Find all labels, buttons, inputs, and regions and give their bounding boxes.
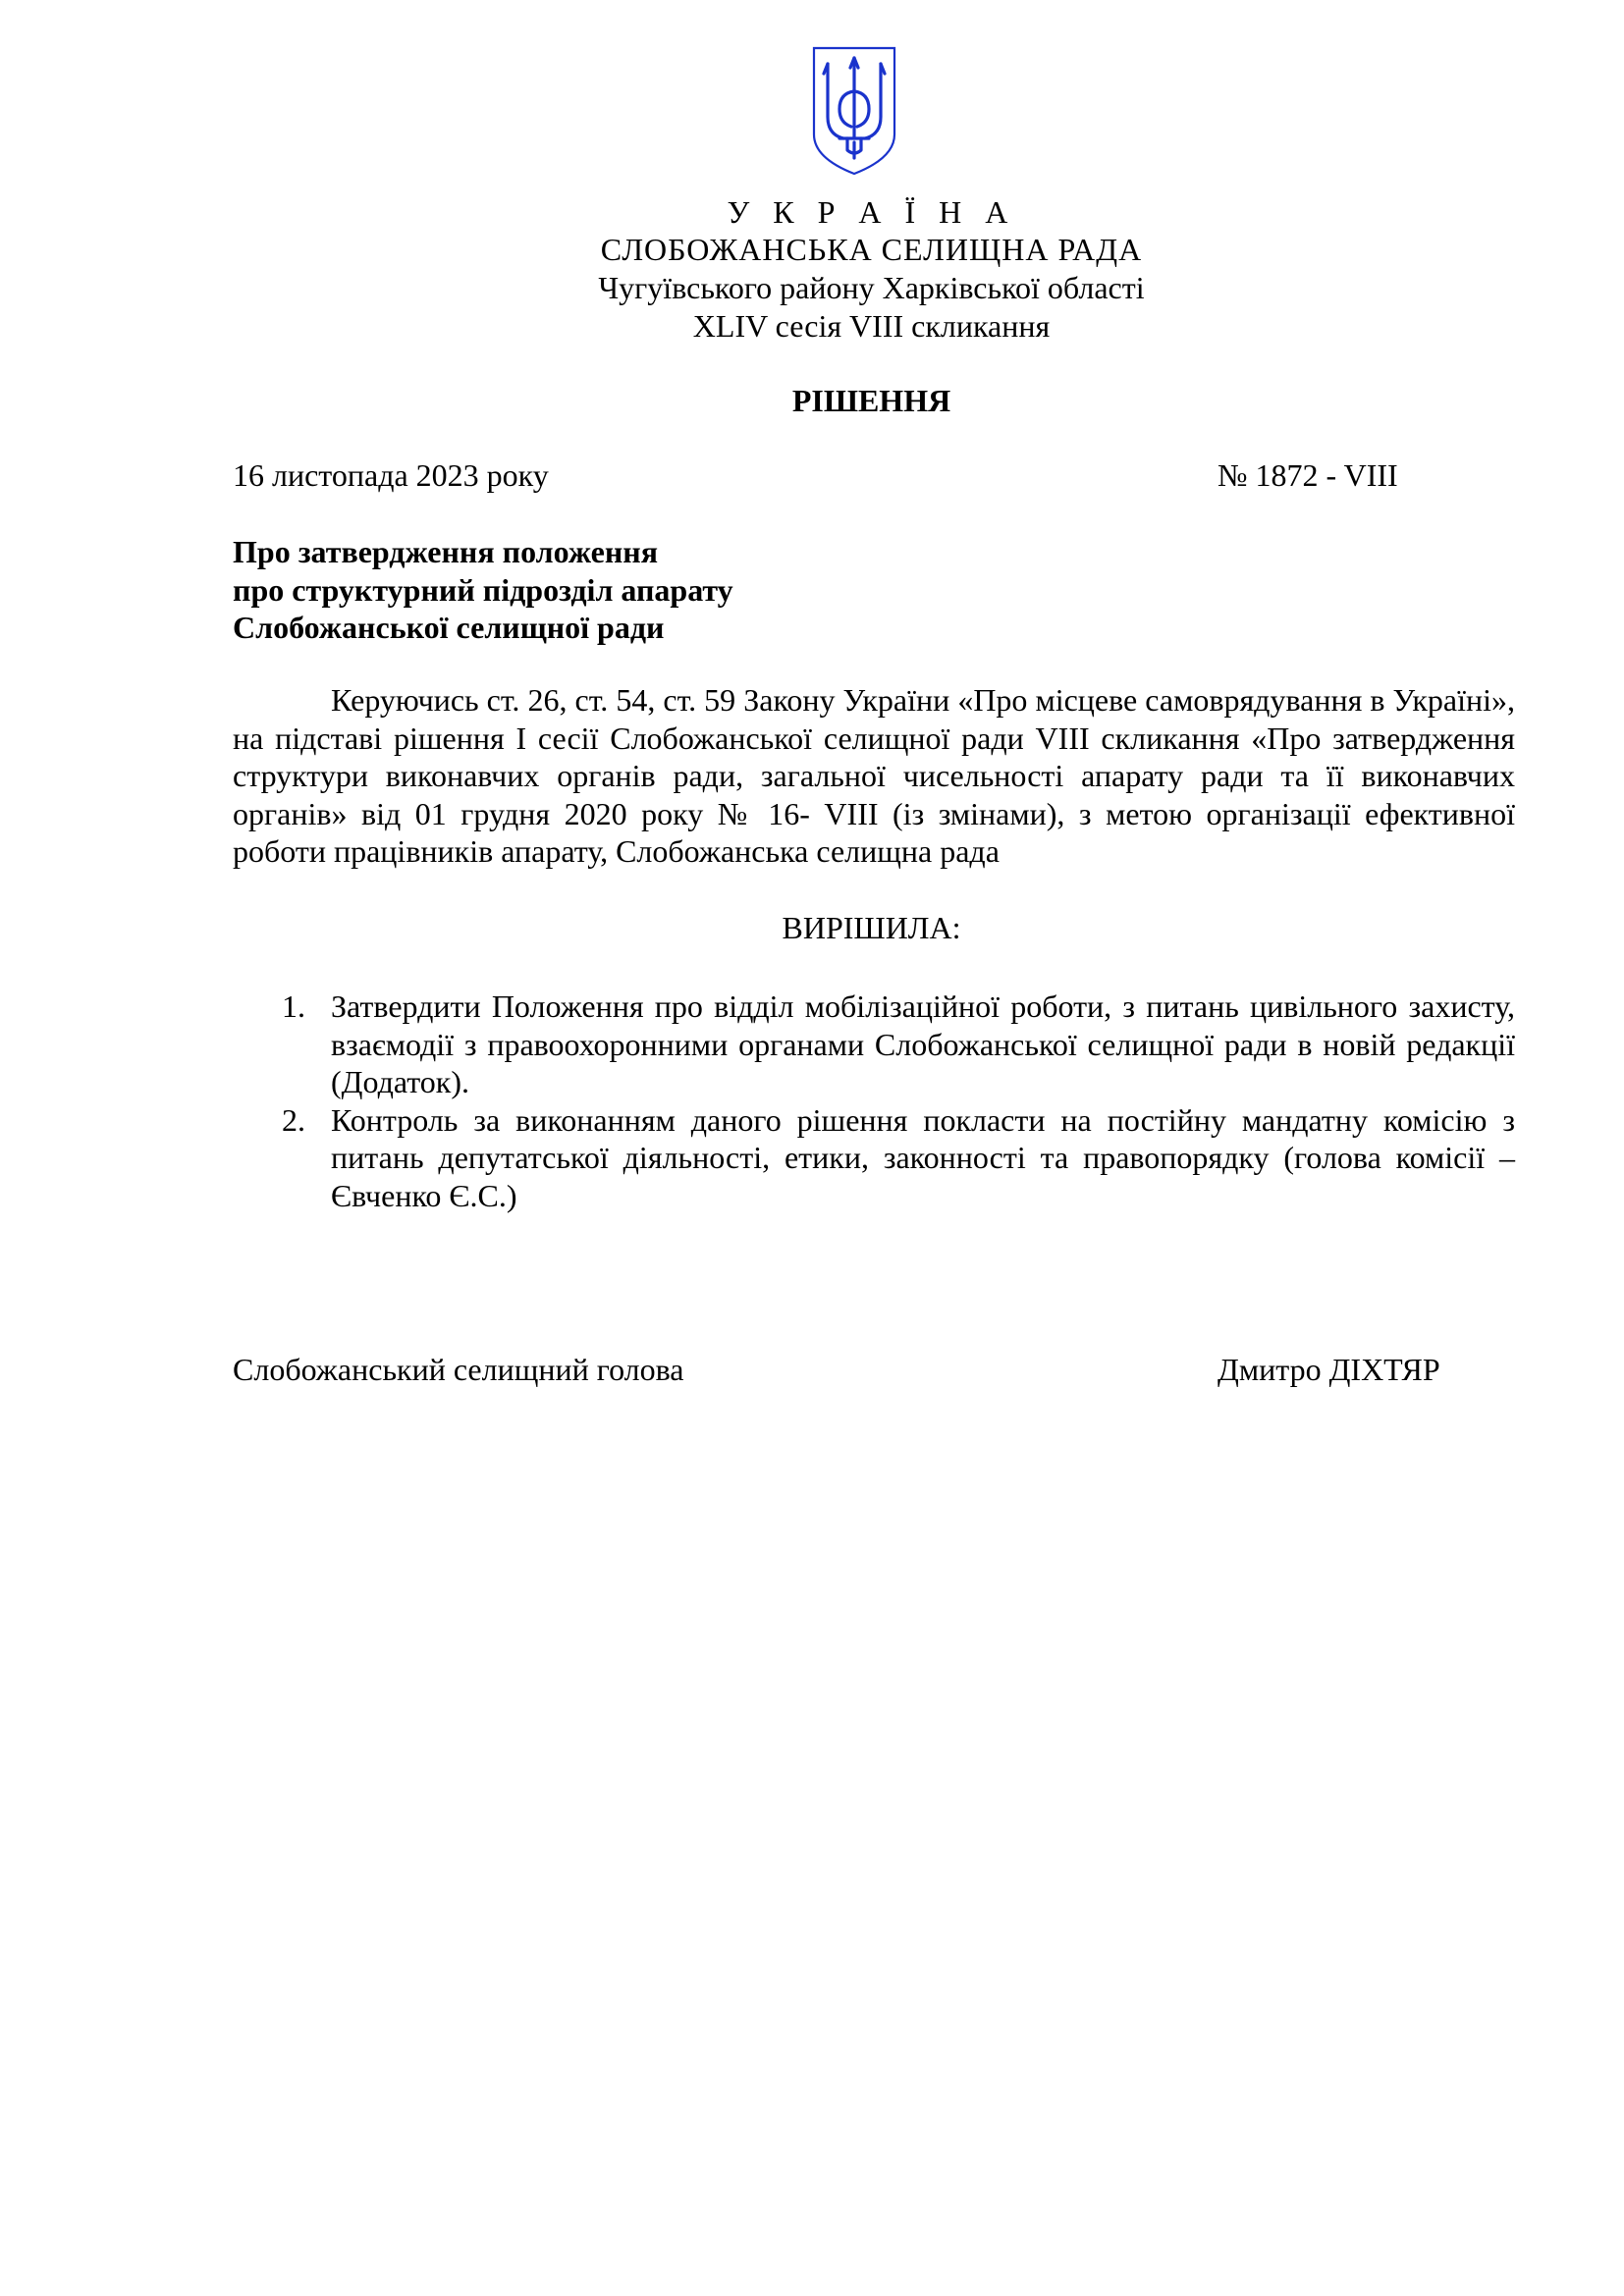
header-council: СЛОБОЖАНСЬКА СЕЛИЩНА РАДА — [600, 232, 1143, 267]
decision-item-text: Контроль за виконанням даного рішення покласти на постійну мандатну комісію з питань депутатської діяльності, етики, законності та правопорядку (голова комісії – Євченко Є.С.) — [331, 1101, 1515, 1213]
header-country: У К Р А Ї Н А — [727, 194, 1016, 230]
signature-name: Дмитро ДІХТЯР — [1218, 1352, 1440, 1387]
document-type-title: РІШЕННЯ — [791, 383, 951, 418]
subject-line-1: Про затвердження положення — [233, 534, 658, 569]
decision-item — [233, 1101, 1515, 1215]
decision-date: 16 листопада 2023 року — [233, 457, 549, 493]
decision-item-number: 1. — [282, 988, 305, 1024]
subject-line-2: про структурний підрозділ апарату — [233, 571, 733, 608]
decided-label: ВИРІШИЛА: — [782, 910, 961, 945]
decision-item-number: 2. — [282, 1101, 305, 1138]
decision-item — [233, 988, 1515, 1101]
signature-role: Слобожанський селищний голова — [233, 1352, 684, 1387]
header-district: Чугуївського району Харківської області — [598, 270, 1145, 305]
subject-line-3: Слобожанської селищної ради — [233, 610, 665, 645]
decision-items-list — [233, 988, 1515, 1214]
coat-of-arms-emblem-icon — [810, 44, 898, 178]
decision-item-text: Затвердити Положення про відділ мобілізаційної роботи, з питань цивільного захисту, взаємодії з правоохоронними органами Слобожанської селищної ради в новій редакції (Додаток). — [331, 988, 1515, 1099]
preamble-paragraph: Керуючись ст. 26, ст. 54, ст. 59 Закону України «Про місцеве самоврядування в Україні», на підставі рішення І сесії Слобожанської селищної ради VIII скликання «Про затвердження структури виконавчих органів ради, загальної чисельності апарату ради та її виконавчих органів» від 01 грудня 2020 року № 16- VIII (із змінами), з метою організації ефективної роботи працівників апарату, Слобожанська селищна рада — [233, 682, 1516, 869]
decision-number: № 1872 - VIII — [1218, 457, 1398, 493]
header-session: XLIV сесія VIII скликання — [692, 308, 1051, 344]
decision-subject — [233, 533, 733, 647]
